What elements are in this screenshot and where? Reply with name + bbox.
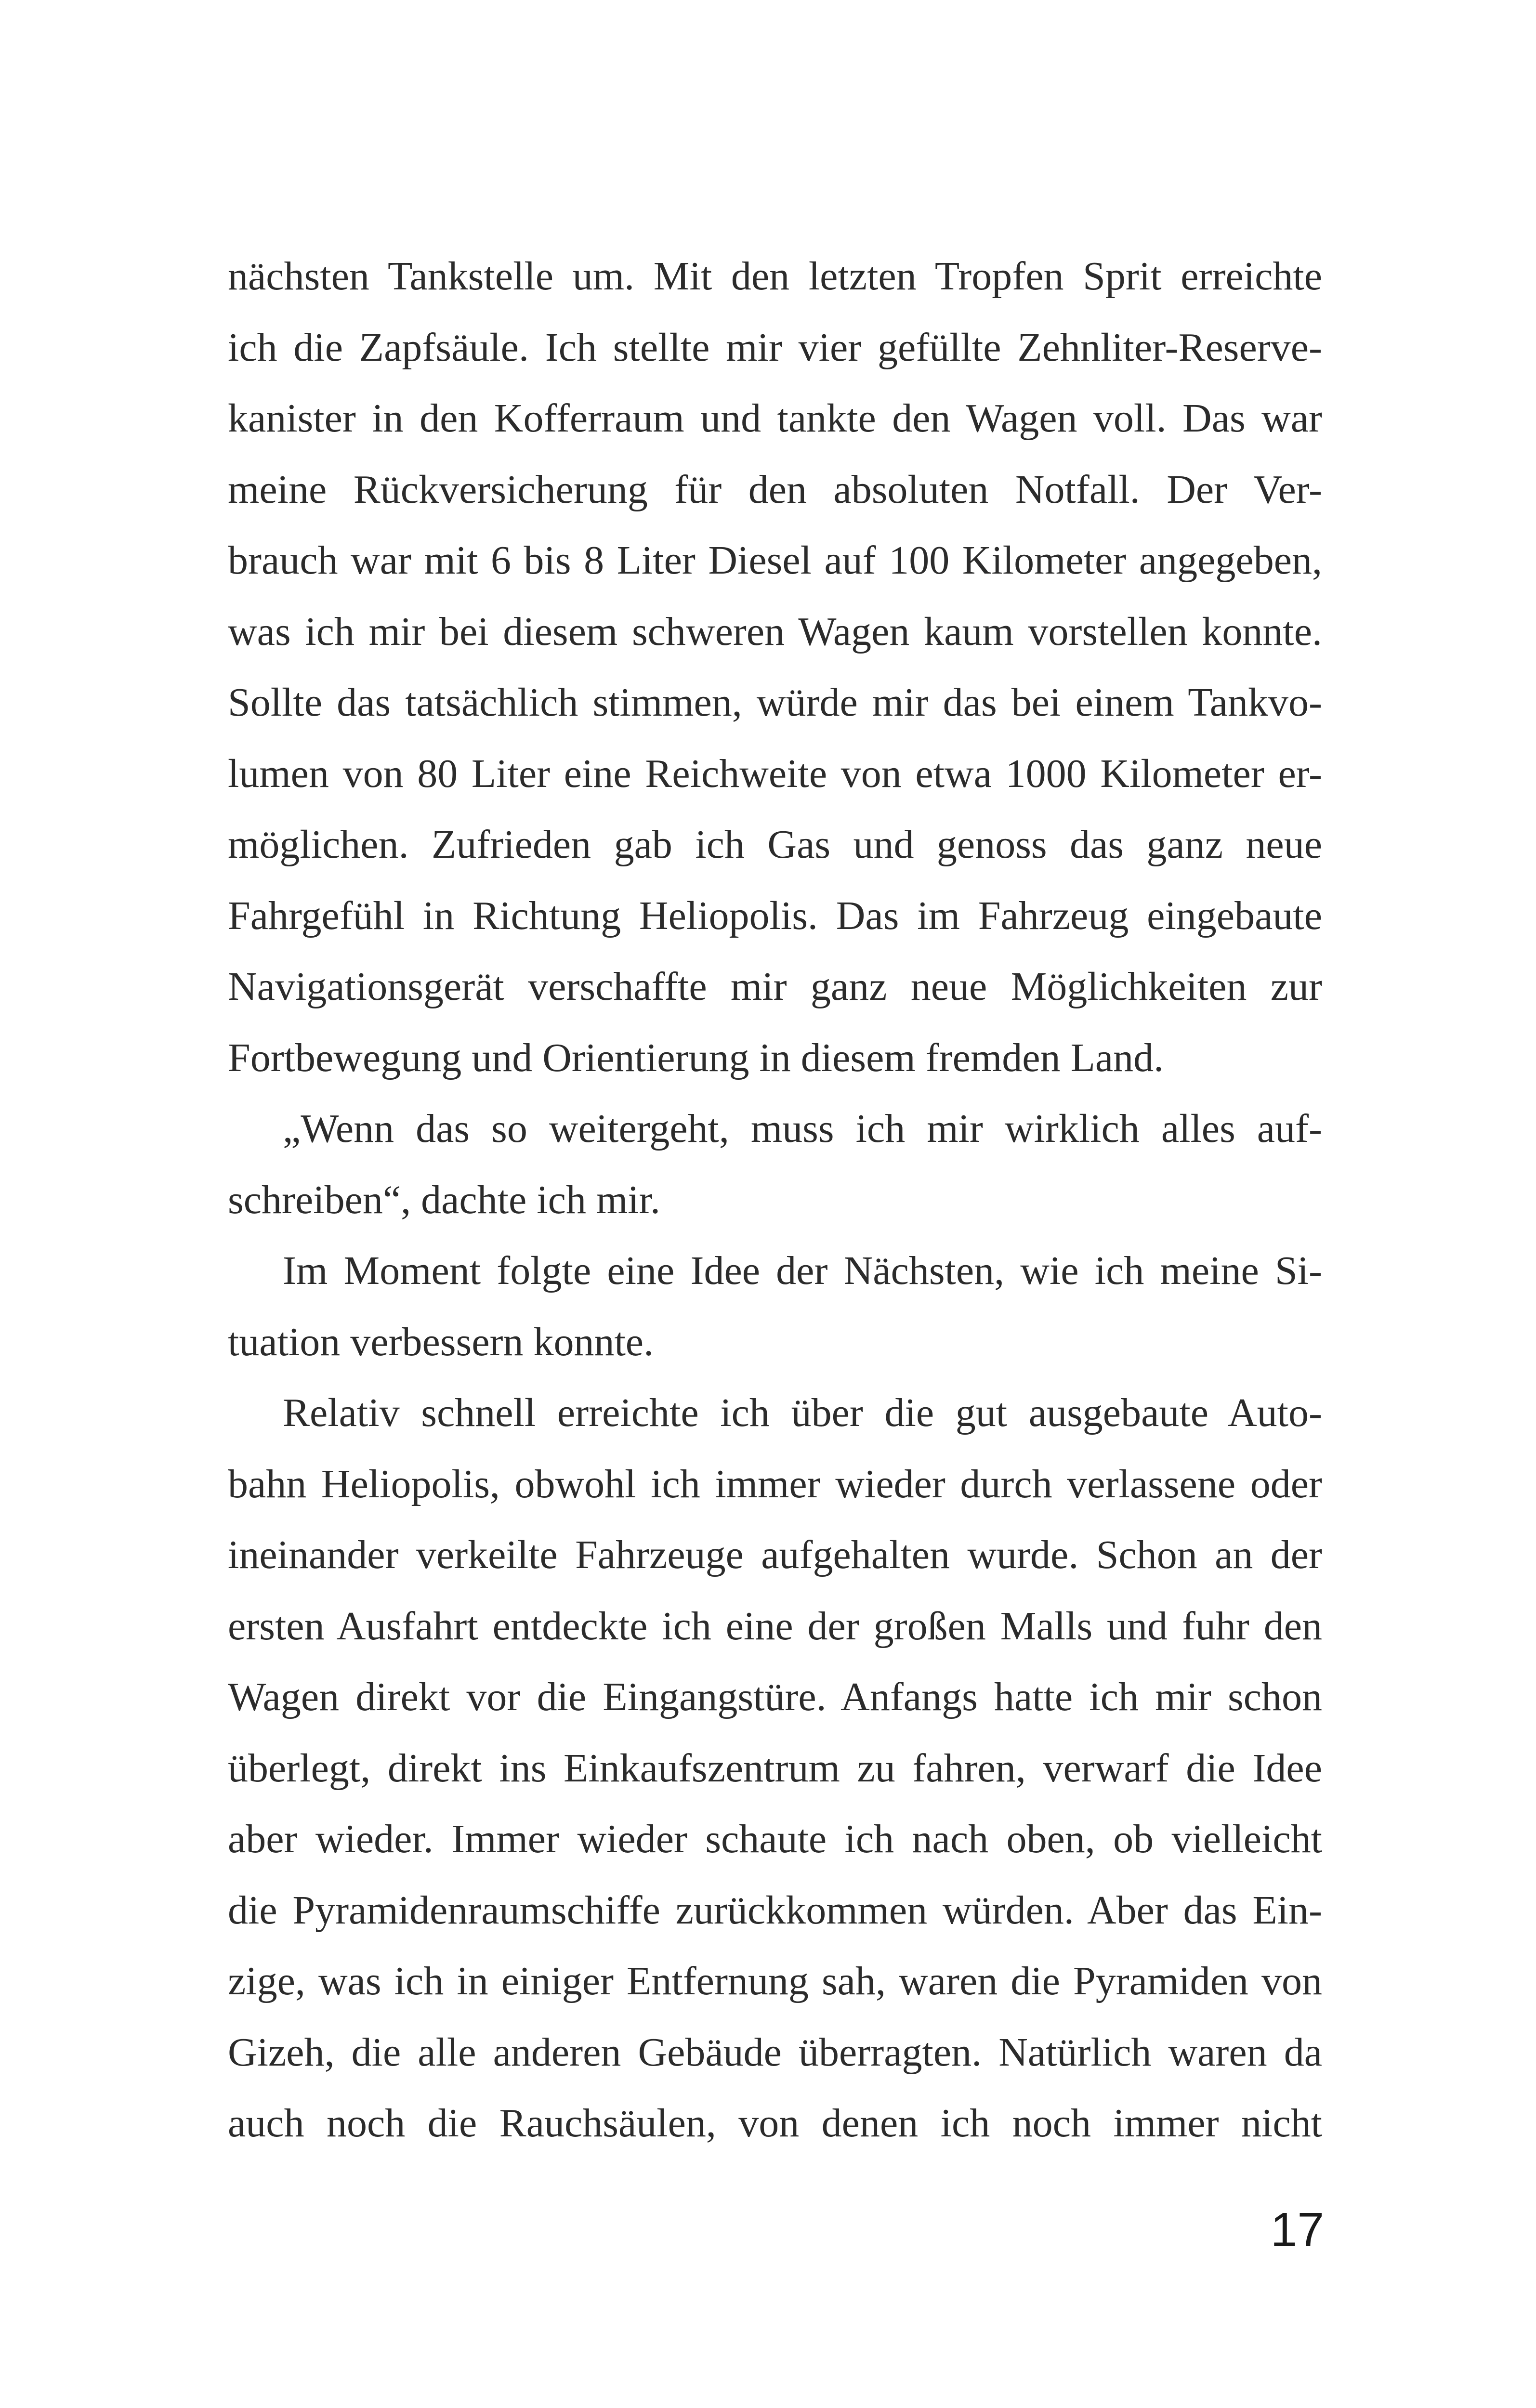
- text-line: tuation verbessern konnte.: [228, 1319, 654, 1364]
- text-line: Navigationsgerät verschaffte mir ganz neue Möglichkeiten zur: [228, 964, 1322, 1009]
- text-line: lumen von 80 Liter eine Reichweite von etwa 1000 Kilometer er-: [228, 751, 1322, 796]
- text-line: Relativ schnell erreichte ich über die gut ausgebaute Auto-: [283, 1390, 1322, 1435]
- text-line: kanister in den Kofferraum und tankte den Wagen voll. Das war: [228, 396, 1322, 441]
- text-line: ersten Ausfahrt entdeckte ich eine der großen Malls und fuhr den: [228, 1603, 1322, 1649]
- body-text: [228, 241, 1322, 2159]
- text-line: schreiben“, dachte ich mir.: [228, 1177, 660, 1222]
- text-line: Wagen direkt vor die Eingangstüre. Anfangs hatte ich mir schon: [228, 1675, 1322, 1719]
- page-number: 17: [1270, 2203, 1324, 2257]
- text-line: möglichen. Zufrieden gab ich Gas und genoss das ganz neue: [228, 822, 1322, 867]
- text-line: auch noch die Rauchsäulen, von denen ich noch immer nicht: [228, 2101, 1322, 2146]
- text-line: aber wieder. Immer wieder schaute ich nach oben, ob vielleicht: [228, 1817, 1322, 1861]
- text-line: Im Moment folgte eine Idee der Nächsten, wie ich meine Si-: [283, 1248, 1322, 1293]
- text-line: die Pyramidenraumschiffe zurückkommen würden. Aber das Ein-: [228, 1887, 1322, 1933]
- text-line: Fortbewegung und Orientierung in diesem fremden Land.: [228, 1035, 1164, 1080]
- text-line: Sollte das tatsächlich stimmen, würde mir das bei einem Tankvo-: [228, 680, 1322, 725]
- text-line: brauch war mit 6 bis 8 Liter Diesel auf 100 Kilometer angegeben,: [228, 538, 1322, 583]
- text-line: was ich mir bei diesem schweren Wagen kaum vorstellen konnte.: [228, 609, 1322, 654]
- text-line: bahn Heliopolis, obwohl ich immer wieder durch verlassene oder: [228, 1461, 1322, 1506]
- text-line: nächsten Tankstelle um. Mit den letzten Tropfen Sprit erreichte: [228, 254, 1322, 299]
- text-line: Gizeh, die alle anderen Gebäude überragten. Natürlich waren da: [228, 2029, 1322, 2075]
- text-line: ich die Zapfsäule. Ich stellte mir vier gefüllte Zehnliter-Reserve-: [228, 325, 1322, 370]
- text-line: Fahrgefühl in Richtung Heliopolis. Das im Fahrzeug eingebaute: [228, 893, 1322, 938]
- text-line: zige, was ich in einiger Entfernung sah, waren die Pyramiden von: [228, 1959, 1322, 2003]
- text-line: ineinander verkeilte Fahrzeuge aufgehalten wurde. Schon an der: [228, 1532, 1322, 1577]
- text-line: meine Rückversicherung für den absoluten Notfall. Der Ver-: [228, 467, 1322, 512]
- text-line: „Wenn das so weitergeht, muss ich mir wirklich alles auf-: [283, 1106, 1322, 1151]
- text-line: überlegt, direkt ins Einkaufszentrum zu fahren, verwarf die Idee: [228, 1745, 1322, 1791]
